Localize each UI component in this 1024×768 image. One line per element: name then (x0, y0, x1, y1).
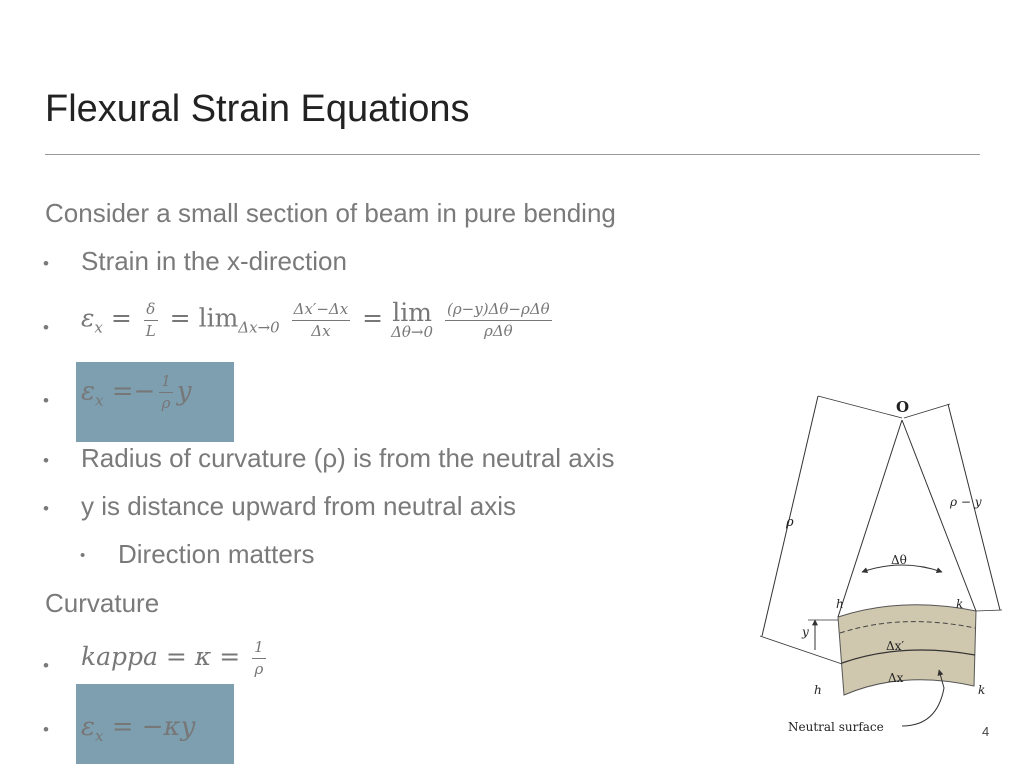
eq-equals: = (165, 642, 187, 671)
eq-equals: = (111, 712, 134, 742)
eq-kappa-word: kappa (81, 642, 158, 671)
strain-limit-equation (81, 300, 556, 340)
label-o: O (896, 398, 910, 416)
rho-extension-line (760, 636, 842, 664)
bullet-dot: • (43, 318, 49, 337)
bullet-dot: • (43, 499, 49, 518)
eq-lim-block (391, 300, 433, 340)
beam-bending-figure (752, 388, 1002, 743)
frac-den: ρ (161, 394, 171, 412)
label-rho-minus-y: ρ − y (950, 495, 982, 509)
eq-equals: = (362, 303, 384, 333)
rho-minus-y-extension (976, 610, 1002, 611)
eq-equals: = (169, 303, 191, 333)
frac-num: Δx′−Δx (292, 302, 351, 321)
frac-num: 1 (252, 640, 266, 659)
label-h-top: h (836, 597, 844, 611)
frac-num: (ρ−y)Δθ−ρΔθ (445, 302, 552, 321)
frac-den: ρ (254, 660, 264, 678)
eq-sub-x: x (94, 391, 104, 410)
bullet-dot: • (43, 451, 49, 470)
bullet-text: Direction matters (118, 539, 315, 569)
bullet-text: Strain in the x-direction (81, 246, 347, 276)
eq-sub-x: x (94, 727, 104, 745)
eq-eps: ε (81, 376, 95, 407)
intro-text: Consider a small section of beam in pure bending (45, 198, 616, 228)
bullet-text: Radius of curvature (ρ) is from the neutral axis (81, 443, 615, 473)
radial-line-right (902, 420, 976, 611)
frac-den: ρΔθ (484, 321, 513, 340)
label-dx: Δx (888, 671, 904, 685)
kappa-equation (81, 640, 270, 677)
eq-minus: − (141, 712, 164, 742)
bullet-dot: • (43, 656, 49, 675)
eq-minus: − (133, 376, 156, 407)
eq-frac-delta-l (144, 299, 158, 340)
bullet-dot: • (43, 254, 49, 273)
label-k-top: k (956, 597, 964, 611)
frac-num: δ (144, 302, 158, 321)
rho-extension-line (818, 396, 902, 418)
slide-title: Flexural Strain Equations (45, 88, 470, 130)
label-dtheta: Δθ (891, 553, 907, 567)
eq-sub-x: x (94, 318, 103, 337)
eq-lim-sub: Δθ→0 (391, 323, 434, 341)
eq-frac-rho (445, 299, 552, 340)
eq-eps: ε (81, 303, 95, 333)
frac-num: 1 (159, 374, 173, 393)
bullet-dot: • (43, 720, 49, 739)
eq-frac-one-rho (252, 640, 266, 677)
label-h-bottom: h (814, 683, 822, 697)
bullet-dot: • (43, 391, 49, 410)
rho-minus-y-extension (904, 404, 950, 418)
bullet-dot: • (80, 547, 86, 564)
page-number: 4 (982, 724, 990, 739)
label-rho: ρ (786, 515, 794, 530)
curvature-heading: Curvature (45, 588, 160, 618)
frac-den: L (145, 321, 156, 340)
eq-equals: = (219, 642, 241, 671)
title-divider (45, 154, 980, 155)
label-y: y (802, 625, 809, 639)
eq-ky: κy (163, 712, 196, 742)
eq-equals: = (111, 376, 134, 407)
eq-equals: = (110, 303, 132, 333)
strain-kappa-equation (81, 712, 195, 745)
radial-line-left (838, 420, 902, 617)
eq-eps: ε (81, 712, 95, 742)
bullet-text: y is distance upward from neutral axis (81, 491, 516, 521)
eq-lim-sub: Δx→0 (238, 318, 280, 337)
eq-kappa: κ (194, 642, 212, 671)
eq-lim: lim (392, 298, 432, 327)
label-dx-prime: Δx′ (886, 639, 905, 653)
label-k-bottom: k (978, 683, 986, 697)
eq-lim: lim (198, 303, 239, 333)
eq-y: y (176, 376, 192, 407)
frac-den: Δx (311, 321, 331, 340)
eq-frac-one-rho (159, 374, 173, 411)
eq-frac-dx (292, 299, 351, 340)
label-neutral-surface: Neutral surface (788, 720, 884, 734)
strain-result-equation (81, 374, 192, 411)
